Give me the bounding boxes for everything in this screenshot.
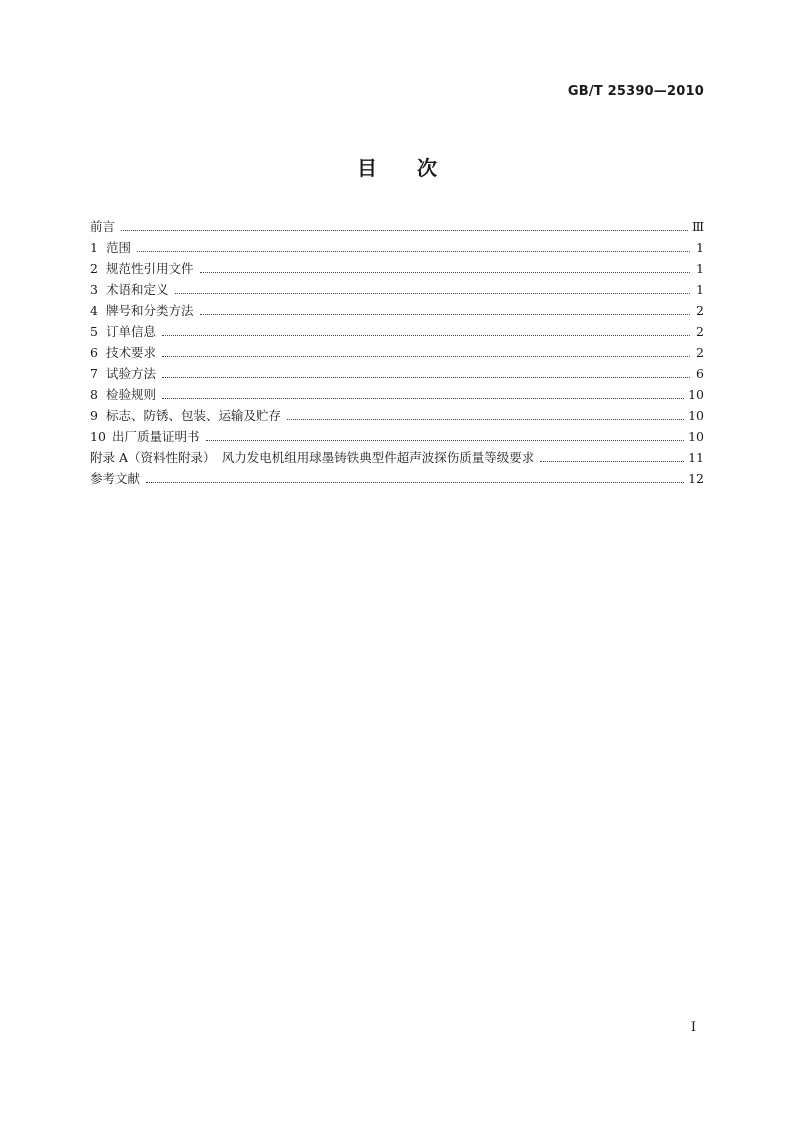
toc-entry-label: 标志、防锈、包装、运输及贮存 bbox=[106, 408, 282, 423]
toc-entry-8[interactable] bbox=[90, 384, 704, 405]
toc-entry-page: 11 bbox=[688, 450, 704, 465]
toc-entry-number: 4 bbox=[90, 303, 98, 318]
toc-entry-page: 10 bbox=[688, 387, 704, 402]
toc-entry-10[interactable] bbox=[90, 426, 704, 447]
toc-entry-page: 10 bbox=[688, 429, 704, 444]
page-title: 目次 bbox=[357, 156, 477, 180]
toc-entry-9[interactable] bbox=[90, 405, 704, 426]
dot-leader bbox=[175, 293, 690, 294]
toc-entry-label: 技术要求 bbox=[106, 345, 157, 360]
toc-entry-label: 附录 A（资料性附录） 风力发电机组用球墨铸铁典型件超声波探伤质量等级要求 bbox=[90, 450, 535, 465]
toc-entry-label: 出厂质量证明书 bbox=[112, 429, 200, 444]
table-of-contents bbox=[90, 216, 704, 489]
toc-entry-page: 10 bbox=[688, 408, 704, 423]
toc-entry-page: 2 bbox=[696, 345, 704, 360]
dot-leader bbox=[206, 440, 685, 441]
toc-entry-foreword[interactable] bbox=[90, 216, 704, 237]
toc-entry-label: 试验方法 bbox=[106, 366, 157, 381]
dot-leader bbox=[162, 335, 690, 336]
toc-entry-number: 7 bbox=[90, 366, 98, 381]
toc-entry-6[interactable] bbox=[90, 342, 704, 363]
toc-entry-number: 9 bbox=[90, 408, 98, 423]
page-number: Ⅰ bbox=[690, 1020, 696, 1035]
toc-entry-number: 10 bbox=[90, 429, 106, 444]
standard-code: GB/T 25390—2010 bbox=[567, 84, 704, 99]
toc-entry-label: 前言 bbox=[90, 219, 116, 234]
toc-entry-label: 订单信息 bbox=[106, 324, 157, 339]
toc-entry-page: 1 bbox=[696, 261, 704, 276]
toc-entry-label: 规范性引用文件 bbox=[106, 261, 194, 276]
toc-entry-label: 范围 bbox=[106, 240, 132, 255]
toc-entry-page: 2 bbox=[696, 303, 704, 318]
toc-entry-page: 12 bbox=[688, 471, 704, 486]
toc-entry-number: 5 bbox=[90, 324, 98, 339]
dot-leader bbox=[137, 251, 690, 252]
toc-entry-2[interactable] bbox=[90, 258, 704, 279]
toc-entry-5[interactable] bbox=[90, 321, 704, 342]
dot-leader bbox=[200, 314, 690, 315]
dot-leader bbox=[121, 230, 688, 231]
dot-leader bbox=[146, 482, 684, 483]
toc-entry-appendix-a[interactable] bbox=[90, 447, 704, 468]
dot-leader bbox=[200, 272, 690, 273]
toc-entry-label: 牌号和分类方法 bbox=[106, 303, 194, 318]
dot-leader bbox=[287, 419, 684, 420]
toc-entry-7[interactable] bbox=[90, 363, 704, 384]
dot-leader bbox=[162, 398, 684, 399]
toc-entry-page: 1 bbox=[696, 282, 704, 297]
toc-entry-1[interactable] bbox=[90, 237, 704, 258]
toc-entry-label: 参考文献 bbox=[90, 471, 141, 486]
toc-entry-references[interactable] bbox=[90, 468, 704, 489]
toc-entry-number: 2 bbox=[90, 261, 98, 276]
toc-entry-page: 1 bbox=[696, 240, 704, 255]
toc-entry-page: 6 bbox=[696, 366, 704, 381]
toc-entry-page: 2 bbox=[696, 324, 704, 339]
toc-entry-number: 6 bbox=[90, 345, 98, 360]
toc-entry-page: Ⅲ bbox=[691, 219, 704, 234]
dot-leader bbox=[162, 377, 690, 378]
toc-entry-4[interactable] bbox=[90, 300, 704, 321]
toc-entry-number: 1 bbox=[90, 240, 98, 255]
toc-entry-label: 检验规则 bbox=[106, 387, 157, 402]
toc-entry-label: 术语和定义 bbox=[106, 282, 169, 297]
dot-leader bbox=[162, 356, 690, 357]
toc-entry-number: 8 bbox=[90, 387, 98, 402]
toc-entry-number: 3 bbox=[90, 282, 98, 297]
dot-leader bbox=[540, 461, 684, 462]
toc-entry-3[interactable] bbox=[90, 279, 704, 300]
